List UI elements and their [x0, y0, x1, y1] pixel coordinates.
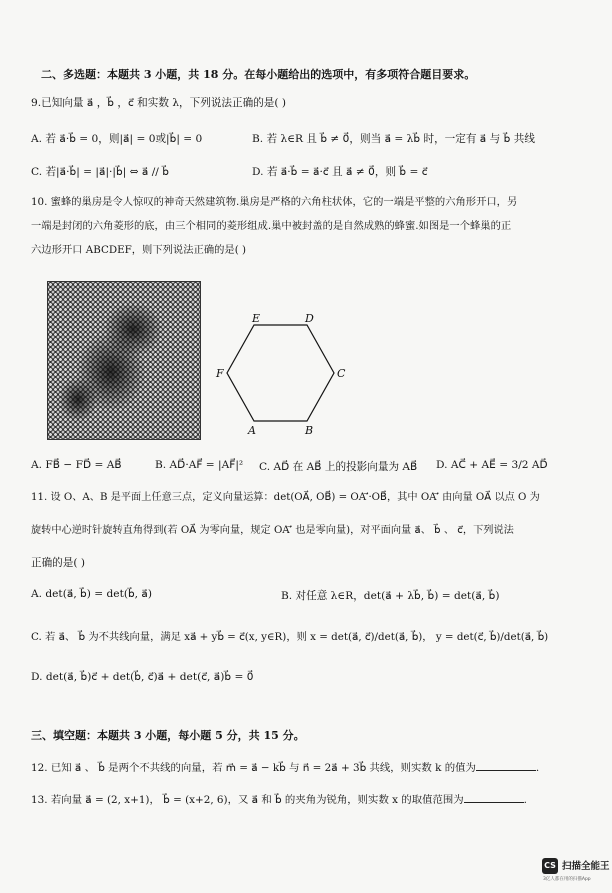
- q13-end: .: [523, 794, 527, 806]
- q12-text: [0, 759, 612, 775]
- hex-label-f: F: [216, 367, 224, 380]
- q11-option-b: B. 对任意 λ∈R，det(a⃗ + λb⃗, b⃗) = det(a⃗, b⃗): [281, 590, 500, 602]
- honeycomb-photo: [47, 281, 201, 440]
- q9-stem: 9.已知向量 a⃗ ，b⃗ ，c⃗ 和实数 λ，下列说法正确的是( ): [31, 97, 287, 109]
- hex-label-e: E: [252, 312, 261, 325]
- q12-question: 12. 已知 a⃗ 、 b⃗ 是两个不共线的向量，若 m⃗ = a⃗ − kb⃗ 与 n⃗ = 2a⃗ + 3b⃗ 共线，则实数 k 的值为: [31, 762, 476, 774]
- q10-stem-line-1: 10. 蜜蜂的巢房是令人惊叹的神奇天然建筑物.巢房是严格的六角柱状体，它的一端是平整的六角形开口，另: [31, 196, 518, 208]
- q10-option-a: A. FB⃗ − FD⃗ = AB⃗: [31, 459, 122, 471]
- q11-option-a: A. det(a⃗, b⃗) = det(b⃗, a⃗): [31, 588, 153, 600]
- hex-label-d: D: [305, 312, 314, 325]
- q11-stem-line-1: 11. 设 O、A、B 是平面上任意三点，定义向量运算：det(OA⃗, OB⃗) = OA′⃗·OB⃗，其中 OA′⃗ 由向量 OA⃗ 以点 O 为: [31, 492, 540, 503]
- q12-end: .: [535, 762, 540, 774]
- q10-stem-line-3: 六边形开口 ABCDEF，则下列说法正确的是( ): [31, 244, 247, 256]
- hex-label-a: A: [248, 424, 256, 436]
- q10-option-b: B. AD⃗·AF⃗ = |AF⃗|²: [155, 459, 244, 471]
- section-2-heading: 二、多选题：本题共 3 小题，共 18 分。在每小题给出的选项中，有多项符合题目要求。: [41, 68, 476, 81]
- hexagon-abcdef-diagram: [212, 306, 352, 436]
- hex-label-b: B: [305, 424, 314, 436]
- q10-option-d: D. AC⃗ + AE⃗ = 3/2 AD⃗: [436, 459, 548, 471]
- q10-option-c: C. AD⃗ 在 AB⃗ 上的投影向量为 AB⃗: [259, 461, 418, 473]
- q13-answer-blank: [464, 791, 524, 803]
- q11-option-d: D. det(a⃗, b⃗)c⃗ + det(b⃗, c⃗)a⃗ + det(c⃗, a⃗)b⃗ = 0⃗: [31, 671, 254, 683]
- q13-text: [0, 791, 612, 807]
- q11-option-c: C. 若 a⃗、 b⃗ 为不共线向量，满足 xa⃗ + yb⃗ = c⃗(x, y∈R)，则 x = det(a⃗, c⃗)/det(a⃗, b⃗)， y = det(c⃗, b⃗)/det(a⃗, b⃗): [31, 631, 549, 643]
- hex-label-c: C: [337, 367, 346, 380]
- q9-option-d: D. 若 a⃗·b⃗ = a⃗·c⃗ 且 a⃗ ≠ 0⃗，则 b⃗ = c⃗: [252, 166, 428, 178]
- q13-question: 13. 若向量 a⃗ = (2, x+1)， b⃗ = (x+2, 6)，又 a⃗ 和 b⃗ 的夹角为锐角，则实数 x 的取值范围为: [31, 794, 464, 806]
- q9-option-c: C. 若|a⃗·b⃗| = |a⃗|·|b⃗| ⇔ a⃗ // b⃗: [31, 166, 169, 178]
- scanner-logo-badge: CS: [542, 858, 558, 874]
- q10-stem-line-2: 一端是封闭的六角菱形的底，由三个相同的菱形组成.巢中被封盖的是自然成熟的蜂蜜.如图是一个蜂巢的正: [31, 220, 512, 232]
- q9-option-b: B. 若 λ∈R 且 b⃗ ≠ 0⃗，则当 a⃗ = λb⃗ 时，一定有 a⃗ 与 b⃗ 共线: [252, 133, 535, 145]
- scanner-logo-subtitle: 3亿人都在用的扫描App: [543, 877, 591, 882]
- section-3-heading: 三、填空题：本题共 3 小题，每小题 5 分，共 15 分。: [31, 729, 305, 742]
- q11-stem-line-2: 旋转中心逆时针旋转直角得到(若 OA⃗ 为零向量，规定 OA′⃗ 也是零向量)，对平面向量 a⃗、 b⃗ 、 c⃗，下列说法: [31, 525, 514, 536]
- scanner-logo-name: 扫描全能王: [562, 861, 610, 872]
- q9-option-a: A. 若 a⃗·b⃗ = 0，则|a⃗| = 0或|b⃗| = 0: [31, 133, 203, 145]
- q12-answer-blank: [476, 759, 536, 771]
- q11-stem-line-3: 正确的是( ): [31, 557, 86, 569]
